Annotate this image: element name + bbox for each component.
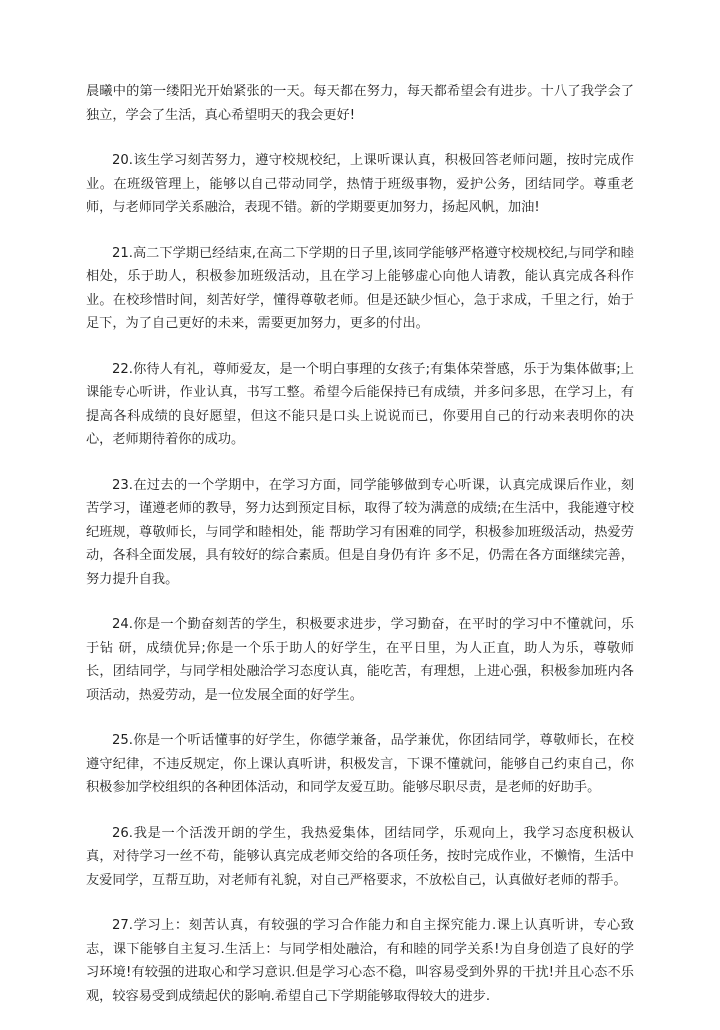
paragraph-22: 22.你待人有礼，尊师爱友，是一个明白事理的女孩子;有集体荣誉感，乐于为集体做事;上课能专心听讲，作业认真，书写工整。希望今后能保持已有成绩，并多问多思，在学习上，有提高各科成绩的良好愿望，但这不能只是口头上说说而已，你要用自己的行动来表明你的决心，老师期待着你的成功。 <box>86 361 634 447</box>
paragraph-26: 26.我是一个活泼开朗的学生，我热爱集体，团结同学，乐观向上，我学习态度积极认真，对待学习一丝不苟，能够认真完成老师交给的各项任务，按时完成作业，不懒惰，生活中友爱同学，互帮互助，对老师有礼貌，对自己严格要求，不放松自己，认真做好老师的帮手。 <box>86 825 634 888</box>
paragraph-20: 20.该生学习刻苦努力，遵守校规校纪，上课听课认真，积极回答老师问题，按时完成作业。在班级管理上，能够以自己带动同学，热情于班级事物，爱护公务，团结同学。尊重老师，与老师同学关系融洽，表现不错。新的学期要更加努力，扬起风帆，加油! <box>86 153 634 215</box>
paragraph-23: 23.在过去的一个学期中，在学习方面，同学能够做到专心听课，认真完成课后作业，刻苦学习，谨遵老师的教导，努力达到预定目标，取得了较为满意的成绩;在生活中，我能遵守校纪班规，尊敬师长，与同学和睦相处，能 帮助学习有困难的同学，积极参加班级活动，热爱劳动，各科全面发展，具有较好的综合素质。但是自身仍有许 多不足，仍需在各方面继续完善，努力提升自我。 <box>86 477 634 587</box>
document-body <box>86 80 634 1030</box>
paragraph-24: 24.你是一个勤奋刻苦的学生，积极要求进步，学习勤奋，在平时的学习中不懂就问，乐于钻 研，成绩优异;你是一个乐于助人的好学生，在平日里，为人正直，助人为乐，尊敬师长，团结同学，与同学相处融洽学习态度认真，能吃苦，有理想，上进心强，积极参加班内各项活动，热爱劳动，是一位发展全面的好学生。 <box>86 617 634 703</box>
paragraph-21: 21.高二下学期已经结束,在高二下学期的日子里,该同学能够严格遵守校规校纪,与同学和睦相处，乐于助人，积极参加班级活动，且在学习上能够虚心向他人请教，能认真完成各科作业。在校珍惜时间，刻苦好学，懂得尊敬老师。但是还缺少恒心，急于求成，千里之行，始于足下，为了自己更好的未来，需要更加努力，更多的付出。 <box>86 245 634 331</box>
paragraph-27: 27.学习上：刻苦认真，有较强的学习合作能力和自主探究能力.课上认真听讲，专心致志，课下能够自主复习.生活上：与同学相处融洽，有和睦的同学关系!为自身创造了良好的学习环境!有较强的进取心和学习意识.但是学习心态不稳，叫容易受到外界的干扰!并且心态不乐观，较容易受到成绩起伏的影响.希望自己下学期能够取得较大的进步. <box>86 918 634 1004</box>
paragraph-25: 25.你是一个听话懂事的好学生，你德学兼备，品学兼优，你团结同学，尊敬师长，在校遵守纪律，不违反规定，你上课认真听讲，积极发言，下课不懂就问，能够自己约束自己，你积极参加学校组织的各种团体活动，和同学友爱互助。能够尽职尽责，是老师的好助手。 <box>86 733 634 795</box>
paragraph-intro: 晨曦中的第一缕阳光开始紧张的一天。每天都在努力，每天都希望会有进步。十八了我学会了独立，学会了生活，真心希望明天的我会更好! <box>86 84 634 123</box>
